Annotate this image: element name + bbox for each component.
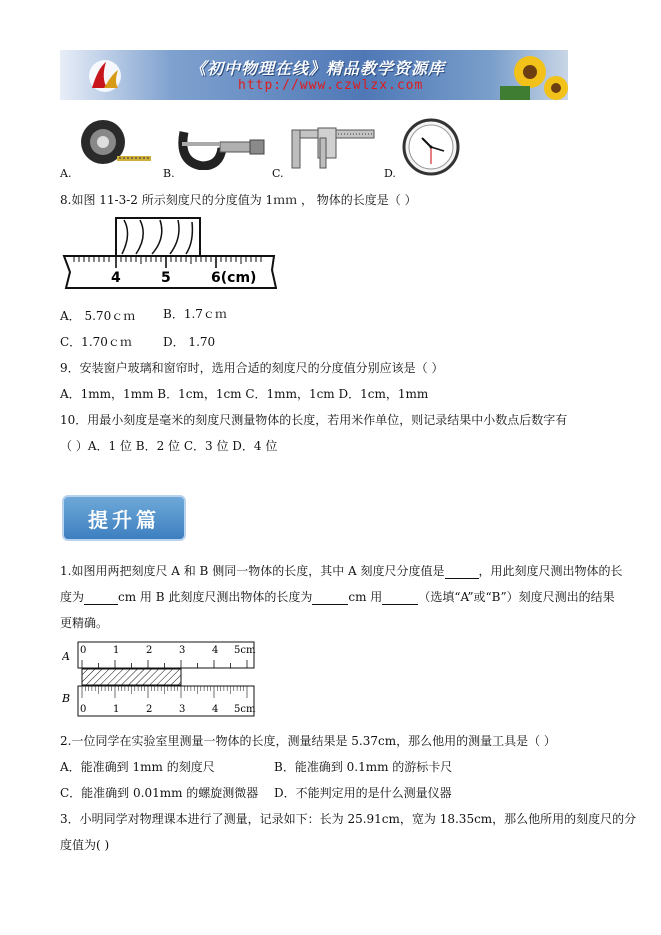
q8-option-a: A． 5.70ｃｍ xyxy=(60,309,136,323)
problem-1-line-1 xyxy=(60,562,623,579)
ruler-a-label-5cm: 5cm xyxy=(234,645,256,656)
p1-text-2b: cm 用 B 此刻度尺测出物体的长度为 xyxy=(118,590,313,604)
ruler-label-5: 5 xyxy=(161,270,171,286)
ruler-a-label-4: 4 xyxy=(212,645,219,656)
ruler-a-label-3: 3 xyxy=(179,645,186,656)
banner-url[interactable]: http://www.czwlzx.com xyxy=(238,78,424,93)
p1-text-2c: cm 用 xyxy=(348,590,383,604)
wall-clock-image xyxy=(398,118,464,176)
tape-measure-image xyxy=(75,118,155,170)
answer-blank-3[interactable] xyxy=(312,590,348,605)
question-9-options: A．1mm，1mm B．1cm，1cm C．1mm，1cm D．1cm，1mm xyxy=(60,387,429,401)
p2-option-b: B．能准确到 0.1mm 的游标卡尺 xyxy=(274,760,453,774)
q8-option-b: B．1.7ｃｍ xyxy=(163,307,227,321)
banner-title: 《初中物理在线》精品教学资源库 xyxy=(190,59,446,78)
problem-3-line-2: 度值为( ) xyxy=(60,838,110,852)
problem-1-line-2 xyxy=(60,588,615,605)
q8-option-d: D． 1.70 xyxy=(163,335,216,349)
problem-3-line-1: 3．小明同学对物理课本进行了测量，记录如下：长为 25.91cm，宽为 18.35cm，那么他所用的刻度尺的分 xyxy=(60,812,637,826)
p1-text-1a: 1.如图用两把刻度尺 A 和 B 侧同一物体的长度，其中 A 刻度尺分度值是 xyxy=(60,564,445,578)
question-8-stem: 8.如图 11-3-2 所示刻度尺的分度值为 1ｍｍ ， 物体的长度是（ ） xyxy=(60,193,417,207)
ruler-b-label-0: 0 xyxy=(80,704,87,715)
answer-blank-2[interactable] xyxy=(84,590,118,605)
option-a-label: A. xyxy=(60,167,72,180)
ruler-b-label-4: 4 xyxy=(212,704,219,715)
ruler-a-label-2: 2 xyxy=(146,645,153,656)
ruler-figure-q8 xyxy=(62,214,277,294)
ruler-b-label-2: 2 xyxy=(146,704,153,715)
two-rulers-figure xyxy=(62,638,258,720)
section-title-badge: 提升篇 xyxy=(62,495,186,541)
vernier-caliper-image xyxy=(288,120,378,172)
option-b-label: B. xyxy=(163,167,175,180)
p1-text-1b: ，用此刻度尺测出物体的长 xyxy=(478,564,623,578)
p2-option-d: D．不能判定用的是什么测量仪器 xyxy=(274,786,452,800)
ruler-a-name: A xyxy=(62,650,70,663)
p2-option-c: C．能准确到 0.01mm 的螺旋测微器 xyxy=(60,786,259,800)
p1-text-2a: 度为 xyxy=(60,590,85,604)
measured-object xyxy=(82,669,181,685)
ruler-b-label-5cm: 5cm xyxy=(234,704,256,715)
ruler-b-name: B xyxy=(62,692,71,705)
p1-text-2d: （选填“A”或“B”）刻度尺测出的结果 xyxy=(418,590,615,604)
header-banner xyxy=(60,50,568,100)
p2-option-a: A．能准确到 1mm 的刻度尺 xyxy=(60,760,215,774)
question-10-options: （ ）A．1 位 B．2 位 C．3 位 D．4 位 xyxy=(60,439,278,453)
ruler-b-label-3: 3 xyxy=(179,704,186,715)
question-10-stem: 10．用最小刻度是毫米的刻度尺测量物体的长度，若用米作单位，则记录结果中小数点后数字有 xyxy=(60,413,568,427)
problem-2-stem: 2.一位同学在实验室里测量一物体的长度，测量结果是 5.37cm，那么他用的测量工具是（ ） xyxy=(60,734,556,748)
question-9-stem: 9．安装窗户玻璃和窗帘时，选用合适的刻度尺的分度值分别应该是（ ） xyxy=(60,361,444,375)
ruler-b-label-1: 1 xyxy=(113,704,120,715)
micrometer-image xyxy=(172,122,267,170)
problem-1-line-3: 更精确。 xyxy=(60,616,109,630)
ruler-a-label-0: 0 xyxy=(80,645,87,656)
ruler-a-label-1: 1 xyxy=(113,645,120,656)
answer-blank-1[interactable] xyxy=(445,564,479,579)
ruler-label-6cm: 6(cm) xyxy=(211,270,257,286)
answer-blank-4[interactable] xyxy=(382,590,418,605)
option-d-label: D. xyxy=(384,167,396,180)
q8-option-c: C．1.70ｃｍ xyxy=(60,335,132,349)
ruler-label-4: 4 xyxy=(111,270,121,286)
option-c-label: C. xyxy=(272,167,284,180)
